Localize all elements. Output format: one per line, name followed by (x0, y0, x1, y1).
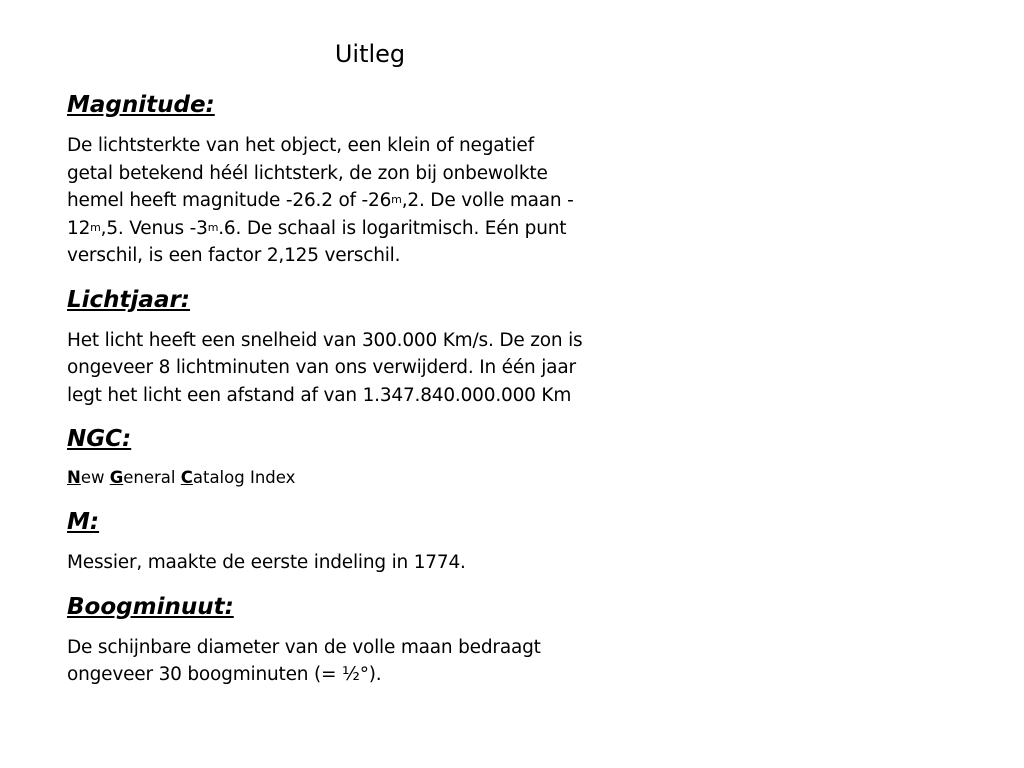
magnitude-heading: Magnitude: (67, 92, 215, 118)
boogminuut-paragraph (67, 634, 687, 689)
m-heading: M: (67, 509, 100, 535)
magnitude-line (67, 242, 687, 270)
magnitude-line (67, 187, 687, 215)
m-paragraph (67, 549, 687, 577)
magnitude-paragraph (67, 132, 687, 270)
ngc-word-rest: ew (80, 468, 110, 487)
boogminuut-line: ongeveer 30 boogminuten (= ½°). (67, 664, 382, 685)
text-fragment: getal betekend héél lichtsterk, de zon bij onbewolkte (67, 162, 548, 184)
ngc-letter-n: N (67, 468, 81, 487)
text-fragment: De lichtsterkte van het object, een klein of negatief (67, 135, 534, 156)
text-fragment: hemel heeft magnitude -26.2 of -26 (67, 190, 392, 211)
text-fragment: ,2. De volle maan - (401, 190, 574, 211)
page-title: Uitleg (334, 40, 406, 68)
text-fragment: 12 (67, 217, 91, 239)
ngc-letter-c: C (180, 468, 193, 487)
ngc-paragraph (67, 466, 687, 490)
m-line: Messier, maakte de eerste indeling in 1774. (67, 552, 466, 573)
lichtjaar-line: ongeveer 8 lichtminuten van ons verwijderd. In één jaar (67, 357, 576, 378)
ngc-heading: NGC: (67, 426, 132, 452)
superscript: m (207, 220, 219, 234)
ngc-letter-g: G (109, 468, 124, 487)
magnitude-line (67, 215, 687, 243)
text-fragment: .6. De schaal is logaritmisch. Eén punt (218, 217, 567, 239)
ngc-word-rest: atalog Index (192, 468, 296, 487)
superscript: m (391, 193, 402, 206)
lichtjaar-paragraph (67, 327, 687, 410)
ngc-word-rest: eneral (123, 468, 181, 487)
magnitude-line (67, 132, 687, 160)
boogminuut-heading: Boogminuut: (67, 593, 234, 620)
text-fragment: verschil, is een factor 2,125 verschil. (67, 245, 401, 266)
lichtjaar-line: Het licht heeft een snelheid van 300.000 Km/s. De zon is (67, 329, 583, 351)
content-area (67, 88, 687, 702)
text-fragment: ,5. Venus -3 (100, 217, 208, 239)
superscript: m (90, 220, 101, 234)
boogminuut-line: De schijnbare diameter van de volle maan bedraagt (67, 636, 541, 658)
lichtjaar-heading: Lichtjaar: (67, 286, 191, 313)
lichtjaar-line: legt het licht een afstand af van 1.347.840.000.000 Km (67, 384, 572, 406)
magnitude-line (67, 160, 687, 188)
